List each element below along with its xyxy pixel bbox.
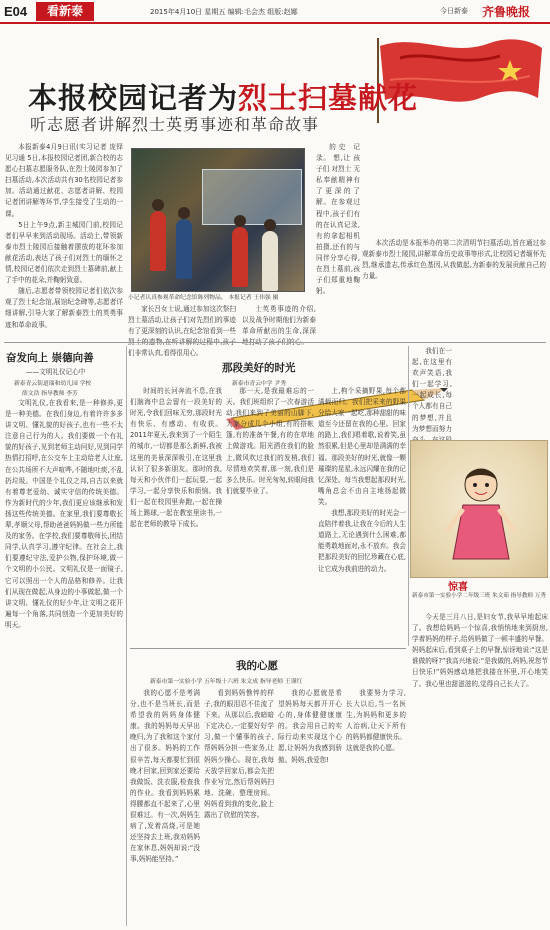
dateline: 2015年4月10日 星期五 编辑:毛会杰 组版:赵娜 xyxy=(150,8,298,16)
page-title: 本报校园记者为烈士扫墓献花 xyxy=(28,81,419,115)
child-head xyxy=(178,207,190,219)
main-paragraph: 本次活动是本报举办的第二次清明节扫墓活动,旨在通过参观新泰市烈士陵园,讲解革命历史故事等形式,让校园记者缅怀先烈,继承遗志,传承红色基因,从我做起,为新泰的发展贡献自己的力量。 xyxy=(362,239,546,281)
main-article-col4 xyxy=(316,142,360,296)
main-paragraph: 本报新泰4月9日讯(实习记者 庞铎 见习通 5日,本报校园记者团,新合校的志愿心扫墓志愿服务队,在烈士陵园参加了扫墓活动,本次活动共有30名校园记者参加。活动通过献花、志愿者讲解、校园记者团讲解等环节,学生接受了生动的一课。 xyxy=(5,143,123,218)
right-story-body xyxy=(412,612,548,924)
child-drawing xyxy=(410,440,548,578)
left-article-subhead: ——文明礼仪记心中 xyxy=(26,368,86,376)
bottom-article-headline: 我的心愿 xyxy=(236,660,278,672)
main-article-col2 xyxy=(128,304,236,358)
center-article-col1 xyxy=(130,386,222,644)
bottom-article-col3 xyxy=(278,688,342,924)
center-article-paragraph: 时间的长河奔流不息,在我们脑海中总会留有一段美好的时光,令我们回味无穷,那段时光有快乐、有感动、有收获。2011年夏天,我来到了一个陌生的城市,一切都是那么新鲜,我被这里的美景深深吸引,在这里我认识了很多新朋友。那时的我,每天和小伙伴们一起玩耍,一起学习,一起分享快乐和烦恼。我们一起在校园里奔跑,一起在操场上踢球,一起在教室里读书,一起在老师的教导下成长。 xyxy=(130,387,222,529)
photo-caption: 小记者认真参观革命纪念馆陈列物品。 本报记者 王伟强 摄 xyxy=(128,295,279,301)
main-paragraph: 5日上午9点,新主城园门前,校园记者们早早来到活动现场。活动上,带领新泰市烈士陵园后接触着摆放的花环参加献花活动,表达了孩子们对烈士的缅怀之情,校园记者们依次走到烈士墓碑前,献上了手中的花朵,并鞠躬致意。 xyxy=(5,220,123,285)
bottom-article-col1 xyxy=(130,688,200,924)
center-article-paragraph: 上,枸个采摘野果,每个都满载而归。我们把采来的野果分给大家一起吃,那种甜甜的味道至今还留在我的心里。回家的路上,我们唱着歌,说着笑,虽然很累,但是心里却是满满的幸福。那段美好的时光,就像一颗璀璨的星星,永远闪耀在我的记忆深处。每当我想起那段时光,嘴角总会不由自主地扬起微笑。 xyxy=(318,387,406,506)
child-head xyxy=(264,219,276,231)
center-article-headline: 那段美好的时光 xyxy=(222,362,296,374)
display-case xyxy=(202,169,302,225)
main-article-col3 xyxy=(242,304,316,338)
main-paragraph: 士英勇事迹的介绍,以及战争时期他们为新泰革命所献出的生命,深深 xyxy=(242,305,316,336)
main-article-col1 xyxy=(5,142,123,338)
right-story-paragraph: 今天是三月八日,是妇女节,我早早地起床了。我想给妈妈一个惊喜,我悄悄地来到厨房,学着妈妈的样子,给妈妈做了一顿丰盛的早餐。妈妈起床后,看到桌子上的早餐,惊讶地说:“这是谁做的呀?”我高兴地说:“是我做的,妈妈,祝您节日快乐!”妈妈感动地把我搂在怀里,开心地笑了。我心里也甜滋滋的,觉得自己长大了。 xyxy=(412,613,548,688)
main-article-col6 xyxy=(362,238,546,338)
right-story-col xyxy=(412,346,452,438)
center-article-paragraph: 那一天,是我最难忘的一天。我们班组织了一次春游活动,我们来到了美丽的山脚下,大家分成几个小组,有的搭帐篷,有的准备午餐,有的在草地上做游戏。阳光洒在我们的脸上,微风吹过我们的发梢,我们尽情地欢笑着,那一刻,我们是多么快乐。时光匆匆,转眼间我们就要毕业了。 xyxy=(226,387,314,495)
left-article-headline: 奋发向上 崇德向善 xyxy=(6,352,94,364)
main-paragraph: 家长吕女士说,通过参加这次祭扫烈士墓活动,让孩子们对先烈们的事迹有了更深刻的认识,在纪念馆看到一些 们非常认真,看得很用心。 xyxy=(128,305,236,358)
child-head xyxy=(234,215,246,227)
right-story-paragraph: 我们在一起,在这里有欢声笑语,我们一起学习,一起成长,每个人都有自己的梦想,并且为梦想而努力 xyxy=(412,347,452,433)
column-divider xyxy=(408,346,409,646)
news-photo xyxy=(131,148,305,292)
bottom-article-paragraph: 我要努力学习,长大以后,当一名医生,为妈妈和更多的人治病,让天下所有的妈妈都健康快乐。这就是我的心愿。 xyxy=(346,689,406,753)
section-label: 看新泰 xyxy=(36,2,94,21)
center-article-paragraph: 我想,那段美好的时光会一直陪伴着我,让我在今后的人生道路上,无论遇到什么困难,都能勇敢地面对,永不放弃。我会把那段美好的回忆珍藏在心底,让它成为我前进的动力。 xyxy=(318,509,406,573)
section-divider xyxy=(130,648,406,649)
newspaper-logo: 齐鲁晚报 xyxy=(482,5,531,19)
bottom-article-col4 xyxy=(346,688,406,924)
drawing-title: 惊喜 xyxy=(448,582,468,593)
bottom-article-paragraph: 我的心愿不是考满分,也不是当班长,而是希望我的妈妈身体健康。我的妈妈每天早出晚归,为了我和这个家付出了很多。妈妈的工作很辛苦,每天都要忙到很晚才回家,回到家还要给我做饭、洗衣服,检查我的作业。我看到妈妈累得腰都直不起来了,心里很难过。有一次,妈妈生病了,发着高烧,可是她还坚持去上班,我劝妈妈在家休息,妈妈却说:“没事,妈妈能坚持。” xyxy=(130,689,200,864)
child-figure xyxy=(176,219,192,279)
bottom-article-paragraph: 看到妈妈憔悴的样子,我的眼泪忍不住流了下来。从那以后,我暗暗下定决心,一定要好好学习,做一个懂事的孩子,帮妈妈分担一些家务,让妈妈少操心。现在,我每天放学回家后,都会先把作业写完,然后帮妈妈扫地、洗碗、整理房间。妈妈看到我的变化,脸上露出了欣慰的笑容。 xyxy=(204,689,274,820)
left-article-byline: 新泰青云街道瑞和幼儿园 学校 xyxy=(14,381,92,387)
left-article-paragraph: 文明礼仪,在我看来,是一种修养,更是一种美德。在我们身边,有着许许多多讲文明、懂礼貌的好孩子,也有一些不太注意自己行为的人。我们要做一个有礼貌的好孩子,见到老师主动问好,见到同学热情打招呼,在公交车上主动给老人让座,在公共场所不大声喧哗,不随地吐痰,不乱扔垃圾。中国是个礼仪之邦,自古以来就有着尊老爱幼、诚实守信的传统美德。作为新时代的少年,我们更应该继承和发扬这些传统美德。在家里,我们要尊敬长辈,孝顺父母,帮助爸爸妈妈做一些力所能及的家务。在学校,我们要尊敬师长,团结同学,认真学习,遵守纪律。在社会上,我们要遵纪守法,爱护公物,保护环境,做一个文明的小公民。文明礼仪是一面镜子,它可以照出一个人的品格和修养。让我们从现在做起,从身边的小事做起,做一个讲文明、懂礼仪的好少年,让文明之花开遍每一个角落,共同创造一个更加美好的明天。 xyxy=(5,399,123,629)
masthead xyxy=(0,0,550,24)
bottom-article-paragraph: 我的心愿就是希望妈妈每天都开开心心的,身体健健康康的。我会用自己的实际行动来实现这个心愿,让妈妈为我感到骄傲。妈妈,我爱您! xyxy=(278,689,342,764)
bottom-article-col2 xyxy=(204,688,274,924)
bottom-article-byline: 新泰市第一实验小学 五年级十六班 朱文成 指导老师 王谨红 xyxy=(150,679,303,685)
column-divider xyxy=(126,346,127,926)
page-number: E04 xyxy=(4,4,28,19)
center-article-col3 xyxy=(318,386,406,644)
page-subtitle: 听志愿者讲解烈士英勇事迹和革命故事 xyxy=(30,115,320,134)
center-article-col2 xyxy=(226,386,314,644)
child-head xyxy=(152,199,164,211)
main-paragraph: 的史 记录。 想,让 孩子们 对烈士 无私奉献精神有了更深的了解。在参观过程中,孩子们有的在认真记录,有的拿起相机拍摄,还有的与同伴分享心得,在烈士墓前,孩子们郑重地鞠躬。 xyxy=(316,143,360,296)
paper-name: 今日新泰 xyxy=(440,7,468,15)
section-divider xyxy=(4,342,546,343)
center-article-byline: 新泰市青云中学 尹秀 xyxy=(232,381,287,387)
girl-drawing xyxy=(441,459,521,567)
main-paragraph: 随后,志愿者带领校园记者们依次参观了烈士纪念馆,展馆纪念碑等,志愿者详细讲解,引导大家了解新泰烈士的英勇事迹和革命故事。 xyxy=(5,287,123,329)
drawing-caption: 新泰市第一实验小学二年级三班 朱文茹 指导教师 万秀 xyxy=(412,593,546,599)
child-figure xyxy=(150,211,166,271)
left-article-byline2: 薛文浩 指导教师 李芳 xyxy=(22,391,78,397)
child-figure xyxy=(232,227,248,287)
child-figure xyxy=(262,231,278,291)
main-article-col5 xyxy=(362,142,404,250)
left-article-body xyxy=(5,398,123,924)
